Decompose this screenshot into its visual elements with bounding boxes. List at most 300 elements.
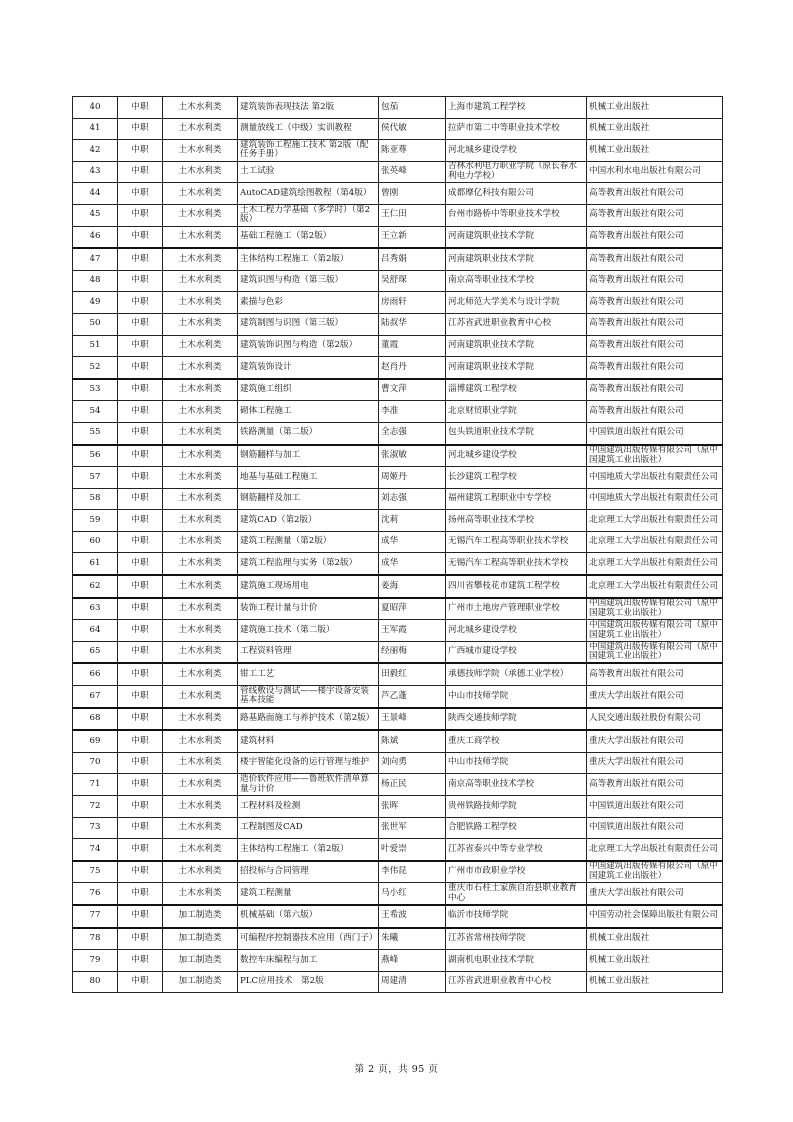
author-school: 贵州铁路技师学院	[446, 796, 587, 818]
author-name: 王希波	[379, 905, 446, 928]
subject-category: 土木水利类	[163, 510, 238, 532]
subject-category: 土木水利类	[163, 270, 238, 292]
author-school: 河南建筑职业技术学院	[446, 248, 587, 270]
table-row	[73, 313, 723, 335]
author-school: 合肥铁路工程学校	[446, 817, 587, 839]
author-school: 河南建筑职业技术学院	[446, 226, 587, 248]
author-name: 陈斌	[379, 730, 446, 752]
publisher-name: 中国建筑出版传媒有限公司（原中国建筑工业出版社）	[587, 641, 723, 663]
author-school: 广州市土地房产管理职业学校	[446, 598, 587, 620]
row-number: 64	[73, 620, 118, 642]
author-school: 四川省攀枝花市建筑工程学校	[446, 575, 587, 598]
education-level: 中职	[118, 730, 163, 752]
publisher-name: 高等教育出版社有限公司	[587, 663, 723, 685]
author-name: 刘志强	[379, 488, 446, 510]
subject-category: 土木水利类	[163, 488, 238, 510]
subject-category: 土木水利类	[163, 553, 238, 575]
subject-category: 土木水利类	[163, 708, 238, 731]
author-school: 淄博建筑工程学校	[446, 379, 587, 401]
publisher-name: 中国铁道出版社有限公司	[587, 796, 723, 818]
education-level: 中职	[118, 226, 163, 248]
publisher-name: 人民交通出版社股份有限公司	[587, 708, 723, 731]
table-row	[73, 204, 723, 226]
publisher-name: 中国建筑出版传媒有限公司（原中国建筑工业出版社）	[587, 620, 723, 642]
row-number: 72	[73, 796, 118, 818]
subject-category: 加工制造类	[163, 971, 238, 993]
publisher-name: 机械工业出版社	[587, 140, 723, 162]
education-level: 中职	[118, 97, 163, 119]
row-number: 55	[73, 422, 118, 444]
author-name: 董霞	[379, 335, 446, 357]
subject-category: 土木水利类	[163, 686, 238, 708]
author-school: 河北师范大学美术与设计学院	[446, 292, 587, 314]
subject-category: 土木水利类	[163, 774, 238, 796]
row-number: 58	[73, 488, 118, 510]
author-name: 包茄	[379, 97, 446, 119]
education-level: 中职	[118, 270, 163, 292]
author-name: 马小红	[379, 883, 446, 905]
publisher-name: 高等教育出版社有限公司	[587, 357, 723, 379]
textbook-title: 路基路面施工与养护技术（第2版）	[238, 708, 379, 731]
education-level: 中职	[118, 488, 163, 510]
textbook-title: 建筑施工组织	[238, 379, 379, 401]
row-number: 67	[73, 686, 118, 708]
publisher-name: 北京理工大学出版社有限责任公司	[587, 575, 723, 598]
author-name: 叶爱崇	[379, 839, 446, 861]
table-row	[73, 97, 723, 119]
education-level: 中职	[118, 379, 163, 401]
row-number: 80	[73, 971, 118, 993]
education-level: 中职	[118, 140, 163, 162]
education-level: 中职	[118, 796, 163, 818]
subject-category: 土木水利类	[163, 140, 238, 162]
table-row	[73, 292, 723, 314]
publisher-name: 高等教育出版社有限公司	[587, 774, 723, 796]
textbook-title: 钢筋翻样与加工	[238, 445, 379, 467]
author-school: 江苏省武进职业教育中心校	[446, 313, 587, 335]
author-name: 芦乙蓬	[379, 686, 446, 708]
publisher-name: 中国建筑出版传媒有限公司（原中国建筑工业出版社）	[587, 598, 723, 620]
education-level: 中职	[118, 183, 163, 205]
row-number: 60	[73, 531, 118, 553]
author-name: 张晖	[379, 796, 446, 818]
table-row	[73, 796, 723, 818]
publisher-name: 机械工业出版社	[587, 950, 723, 972]
author-name: 夏昭萍	[379, 598, 446, 620]
subject-category: 土木水利类	[163, 161, 238, 183]
textbook-title: 主体结构工程施工（第2版）	[238, 839, 379, 861]
author-name: 王军霞	[379, 620, 446, 642]
subject-category: 土木水利类	[163, 97, 238, 119]
education-level: 中职	[118, 401, 163, 423]
publisher-name: 高等教育出版社有限公司	[587, 335, 723, 357]
textbook-title: 建筑工程测量	[238, 883, 379, 905]
author-name: 燕峰	[379, 950, 446, 972]
row-number: 53	[73, 379, 118, 401]
author-name: 刘向勇	[379, 752, 446, 774]
education-level: 中职	[118, 861, 163, 883]
row-number: 77	[73, 905, 118, 928]
author-name: 周姬丹	[379, 467, 446, 489]
publisher-name: 重庆大学出版社有限公司	[587, 686, 723, 708]
textbook-title: 建筑工程监理与实务（第2版）	[238, 553, 379, 575]
author-name: 周建清	[379, 971, 446, 993]
subject-category: 土木水利类	[163, 248, 238, 270]
author-school: 广西城市建设学校	[446, 641, 587, 663]
author-name: 田毅红	[379, 663, 446, 685]
row-number: 70	[73, 752, 118, 774]
table-row	[73, 118, 723, 140]
author-name: 姜海	[379, 575, 446, 598]
subject-category: 土木水利类	[163, 422, 238, 444]
table-row	[73, 730, 723, 752]
education-level: 中职	[118, 118, 163, 140]
table-row	[73, 839, 723, 861]
subject-category: 土木水利类	[163, 204, 238, 226]
textbook-title: 土木工程力学基础（多学时）（第2版）	[238, 204, 379, 226]
education-level: 中职	[118, 248, 163, 270]
subject-category: 土木水利类	[163, 531, 238, 553]
author-school: 承德技师学院（承德工业学校）	[446, 663, 587, 685]
author-school: 南京高等职业技术学校	[446, 270, 587, 292]
subject-category: 土木水利类	[163, 313, 238, 335]
row-number: 43	[73, 161, 118, 183]
table-row	[73, 510, 723, 532]
textbook-title: 建筑施工现场用电	[238, 575, 379, 598]
textbook-title: 数控车床编程与加工	[238, 950, 379, 972]
subject-category: 土木水利类	[163, 663, 238, 685]
education-level: 中职	[118, 928, 163, 950]
textbook-title: 可编程序控制器技术应用（西门子）	[238, 928, 379, 950]
author-school: 中山市技师学院	[446, 686, 587, 708]
author-school: 扬州高等职业技术学校	[446, 510, 587, 532]
publisher-name: 高等教育出版社有限公司	[587, 292, 723, 314]
row-number: 56	[73, 445, 118, 467]
author-school: 北京财贸职业学院	[446, 401, 587, 423]
author-school: 江苏省常州技师学院	[446, 928, 587, 950]
table-row	[73, 467, 723, 489]
publisher-name: 北京理工大学出版社有限责任公司	[587, 510, 723, 532]
education-level: 中职	[118, 445, 163, 467]
education-level: 中职	[118, 357, 163, 379]
row-number: 42	[73, 140, 118, 162]
subject-category: 土木水利类	[163, 183, 238, 205]
author-name: 李准	[379, 401, 446, 423]
subject-category: 土木水利类	[163, 226, 238, 248]
education-level: 中职	[118, 774, 163, 796]
education-level: 中职	[118, 292, 163, 314]
publisher-name: 中国水利水电出版社有限公司	[587, 161, 723, 183]
author-name: 杨正民	[379, 774, 446, 796]
education-level: 中职	[118, 313, 163, 335]
table-row	[73, 335, 723, 357]
publisher-name: 北京理工大学出版社有限责任公司	[587, 553, 723, 575]
table-row	[73, 817, 723, 839]
author-name: 吕秀娟	[379, 248, 446, 270]
author-name: 成华	[379, 553, 446, 575]
subject-category: 土木水利类	[163, 575, 238, 598]
textbook-title: 钢筋翻样及加工	[238, 488, 379, 510]
publisher-name: 机械工业出版社	[587, 97, 723, 119]
textbook-title: 工程制图及CAD	[238, 817, 379, 839]
subject-category: 土木水利类	[163, 467, 238, 489]
author-school: 无锡汽车工程高等职业技术学校	[446, 553, 587, 575]
table-row	[73, 553, 723, 575]
textbook-title: 建筑施工技术（第二版）	[238, 620, 379, 642]
author-name: 侯代敏	[379, 118, 446, 140]
textbook-title: 建筑材料	[238, 730, 379, 752]
row-number: 69	[73, 730, 118, 752]
author-school: 陕西交通技师学院	[446, 708, 587, 731]
row-number: 48	[73, 270, 118, 292]
row-number: 65	[73, 641, 118, 663]
textbook-title: 基础工程施工（第2版）	[238, 226, 379, 248]
textbook-title: 土工试验	[238, 161, 379, 183]
author-name: 张英峰	[379, 161, 446, 183]
row-number: 52	[73, 357, 118, 379]
author-school: 江苏省武进职业教育中心校	[446, 971, 587, 993]
author-school: 拉萨市第二中等职业技术学校	[446, 118, 587, 140]
textbook-title: 楼宇智能化设备的运行管理与维护	[238, 752, 379, 774]
page-number-footer: 第 2 页，共 95 页	[354, 1064, 439, 1075]
subject-category: 土木水利类	[163, 118, 238, 140]
subject-category: 土木水利类	[163, 445, 238, 467]
education-level: 中职	[118, 575, 163, 598]
education-level: 中职	[118, 510, 163, 532]
table-row	[73, 686, 723, 708]
author-name: 朱曦	[379, 928, 446, 950]
subject-category: 土木水利类	[163, 839, 238, 861]
author-name: 李伟昆	[379, 861, 446, 883]
publisher-name: 北京理工大学出版社有限责任公司	[587, 531, 723, 553]
table-row	[73, 183, 723, 205]
education-level: 中职	[118, 467, 163, 489]
subject-category: 土木水利类	[163, 357, 238, 379]
row-number: 46	[73, 226, 118, 248]
textbook-title: 建筑CAD（第2版）	[238, 510, 379, 532]
textbook-title: 造价软件应用——鲁班软件清单算量与计价	[238, 774, 379, 796]
table-row	[73, 140, 723, 162]
table-row	[73, 950, 723, 972]
author-school: 临沂市技师学院	[446, 905, 587, 928]
author-school: 重庆市石柱土家族自治县职业教育中心	[446, 883, 587, 905]
table-row	[73, 379, 723, 401]
textbook-title: AutoCAD建筑绘图教程（第4版）	[238, 183, 379, 205]
textbook-title: 机械基础（第六版）	[238, 905, 379, 928]
textbook-title: 砌体工程施工	[238, 401, 379, 423]
row-number: 47	[73, 248, 118, 270]
publisher-name: 中国地质大学出版社有限责任公司	[587, 488, 723, 510]
table-row	[73, 598, 723, 620]
row-number: 76	[73, 883, 118, 905]
textbook-title: 建筑工程测量（第2版）	[238, 531, 379, 553]
textbook-list-table	[72, 96, 723, 993]
publisher-name: 中国地质大学出版社有限责任公司	[587, 467, 723, 489]
publisher-name: 高等教育出版社有限公司	[587, 313, 723, 335]
table-body	[73, 97, 723, 993]
row-number: 49	[73, 292, 118, 314]
education-level: 中职	[118, 752, 163, 774]
publisher-name: 中国劳动社会保障出版社有限公司	[587, 905, 723, 928]
education-level: 中职	[118, 817, 163, 839]
table-row	[73, 575, 723, 598]
subject-category: 土木水利类	[163, 401, 238, 423]
table-row	[73, 861, 723, 883]
table-row	[73, 357, 723, 379]
author-school: 河北城乡建设学校	[446, 445, 587, 467]
author-name: 王景峰	[379, 708, 446, 731]
education-level: 中职	[118, 620, 163, 642]
author-name: 陈亚尊	[379, 140, 446, 162]
author-name: 全志强	[379, 422, 446, 444]
education-level: 中职	[118, 883, 163, 905]
textbook-title: 钳工工艺	[238, 663, 379, 685]
row-number: 78	[73, 928, 118, 950]
author-school: 湖南机电职业技术学院	[446, 950, 587, 972]
row-number: 66	[73, 663, 118, 685]
subject-category: 土木水利类	[163, 796, 238, 818]
table-row	[73, 401, 723, 423]
subject-category: 土木水利类	[163, 335, 238, 357]
subject-category: 加工制造类	[163, 928, 238, 950]
row-number: 57	[73, 467, 118, 489]
publisher-name: 中国铁道出版社有限公司	[587, 817, 723, 839]
subject-category: 土木水利类	[163, 817, 238, 839]
author-school: 包头铁道职业技术学院	[446, 422, 587, 444]
table-row	[73, 971, 723, 993]
table-row	[73, 883, 723, 905]
author-name: 沈莉	[379, 510, 446, 532]
textbook-title: 建筑装饰识图与构造（第2版）	[238, 335, 379, 357]
author-name: 王立新	[379, 226, 446, 248]
table-row	[73, 422, 723, 444]
row-number: 40	[73, 97, 118, 119]
author-school: 河北城乡建设学校	[446, 140, 587, 162]
publisher-name: 机械工业出版社	[587, 971, 723, 993]
education-level: 中职	[118, 422, 163, 444]
publisher-name: 机械工业出版社	[587, 118, 723, 140]
education-level: 中职	[118, 641, 163, 663]
textbook-title: 建筑识图与构造（第三版）	[238, 270, 379, 292]
author-name: 陆叔华	[379, 313, 446, 335]
subject-category: 土木水利类	[163, 620, 238, 642]
publisher-name: 北京理工大学出版社有限责任公司	[587, 839, 723, 861]
author-school: 重庆工商学校	[446, 730, 587, 752]
textbook-title: 建筑装饰工程施工技术 第2版（配任务手册）	[238, 140, 379, 162]
row-number: 45	[73, 204, 118, 226]
publisher-name: 高等教育出版社有限公司	[587, 401, 723, 423]
author-school: 广州市市政职业学校	[446, 861, 587, 883]
publisher-name: 中国建筑出版传媒有限公司（原中国建筑工业出版社）	[587, 445, 723, 467]
author-school: 河北城乡建设学校	[446, 620, 587, 642]
publisher-name: 重庆大学出版社有限公司	[587, 883, 723, 905]
subject-category: 加工制造类	[163, 950, 238, 972]
subject-category: 加工制造类	[163, 905, 238, 928]
subject-category: 土木水利类	[163, 379, 238, 401]
table-row	[73, 663, 723, 685]
education-level: 中职	[118, 708, 163, 731]
subject-category: 土木水利类	[163, 730, 238, 752]
publisher-name: 高等教育出版社有限公司	[587, 226, 723, 248]
author-name: 张淑敏	[379, 445, 446, 467]
textbook-title: 工程材料及检测	[238, 796, 379, 818]
row-number: 50	[73, 313, 118, 335]
author-school: 河南建筑职业技术学院	[446, 357, 587, 379]
table-row	[73, 248, 723, 270]
textbook-title: 装饰工程计量与计价	[238, 598, 379, 620]
author-school: 上海市建筑工程学校	[446, 97, 587, 119]
subject-category: 土木水利类	[163, 292, 238, 314]
textbook-title: 建筑装饰设计	[238, 357, 379, 379]
publisher-name: 高等教育出版社有限公司	[587, 270, 723, 292]
publisher-name: 高等教育出版社有限公司	[587, 248, 723, 270]
row-number: 41	[73, 118, 118, 140]
textbook-title: 主体结构工程施工（第2版）	[238, 248, 379, 270]
textbook-title: 工程资料管理	[238, 641, 379, 663]
author-school: 吉林水利电力职业学院（原长春水利电力学校）	[446, 161, 587, 183]
education-level: 中职	[118, 839, 163, 861]
table-row	[73, 531, 723, 553]
author-name: 经丽梅	[379, 641, 446, 663]
author-name: 曾刚	[379, 183, 446, 205]
author-name: 赵肖丹	[379, 357, 446, 379]
table-row	[73, 620, 723, 642]
education-level: 中职	[118, 598, 163, 620]
education-level: 中职	[118, 553, 163, 575]
author-name: 吴舒琛	[379, 270, 446, 292]
education-level: 中职	[118, 950, 163, 972]
author-school: 台州市路桥中等职业技术学校	[446, 204, 587, 226]
author-school: 成都摩亿科技有限公司	[446, 183, 587, 205]
education-level: 中职	[118, 905, 163, 928]
publisher-name: 高等教育出版社有限公司	[587, 183, 723, 205]
publisher-name: 重庆大学出版社有限公司	[587, 730, 723, 752]
row-number: 44	[73, 183, 118, 205]
publisher-name: 机械工业出版社	[587, 928, 723, 950]
row-number: 61	[73, 553, 118, 575]
publisher-name: 高等教育出版社有限公司	[587, 379, 723, 401]
author-school: 南京高等职业技术学校	[446, 774, 587, 796]
row-number: 73	[73, 817, 118, 839]
table-row	[73, 708, 723, 731]
table-row	[73, 488, 723, 510]
subject-category: 土木水利类	[163, 598, 238, 620]
author-name: 房雨轩	[379, 292, 446, 314]
publisher-name: 高等教育出版社有限公司	[587, 204, 723, 226]
table-row	[73, 445, 723, 467]
subject-category: 土木水利类	[163, 641, 238, 663]
textbook-title: 招投标与合同管理	[238, 861, 379, 883]
table-row	[73, 774, 723, 796]
education-level: 中职	[118, 971, 163, 993]
table-row	[73, 905, 723, 928]
author-school: 中山市技师学院	[446, 752, 587, 774]
publisher-name: 重庆大学出版社有限公司	[587, 752, 723, 774]
textbook-title: PLC应用技术 第2版	[238, 971, 379, 993]
textbook-title: 建筑制图与识图（第三版）	[238, 313, 379, 335]
row-number: 71	[73, 774, 118, 796]
row-number: 63	[73, 598, 118, 620]
row-number: 75	[73, 861, 118, 883]
row-number: 68	[73, 708, 118, 731]
author-school: 无锡汽车工程高等职业技术学校	[446, 531, 587, 553]
table-row	[73, 641, 723, 663]
textbook-title: 管线敷设与测试——楼宇设备安装基本技能	[238, 686, 379, 708]
author-school: 河南建筑职业技术学院	[446, 335, 587, 357]
textbook-title: 铁路测量（第二版）	[238, 422, 379, 444]
education-level: 中职	[118, 663, 163, 685]
table-row	[73, 161, 723, 183]
